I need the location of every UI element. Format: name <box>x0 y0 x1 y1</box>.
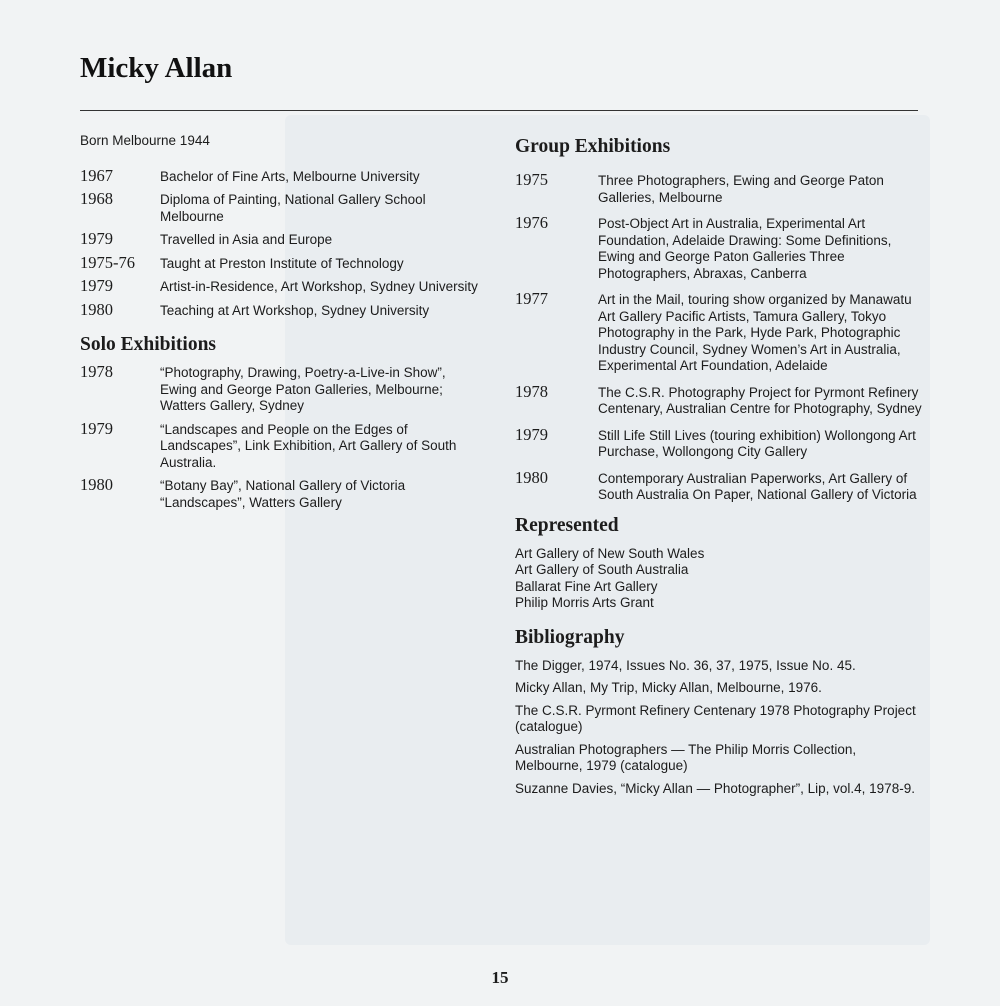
group-exhibition-row <box>515 171 925 206</box>
biography-row <box>80 254 480 273</box>
solo-exhibition-text: “Photography, Drawing, Poetry-a-Live-in Show”, Ewing and George Paton Galleries, Melbourne; Watters Gallery, Sydney <box>160 365 446 413</box>
title-divider <box>80 110 918 111</box>
group-exhibition-year: 1980 <box>515 467 548 487</box>
group-exhibition-year: 1978 <box>515 381 548 401</box>
solo-exhibition-row <box>80 363 480 415</box>
biography-year: 1980 <box>80 299 113 319</box>
bibliography-item: Micky Allan, My Trip, Micky Allan, Melbourne, 1976. <box>515 680 822 695</box>
bibliography-heading: Bibliography <box>515 626 625 648</box>
biography-text: Teaching at Art Workshop, Sydney University <box>160 302 430 318</box>
biography-list <box>80 167 480 320</box>
biography-year: 1979 <box>80 229 113 248</box>
page-title: Micky Allan <box>80 52 233 84</box>
solo-exhibition-text: “Botany Bay”, National Gallery of Victoria “Landscapes”, Watters Gallery <box>160 478 406 510</box>
represented-heading: Represented <box>515 514 619 536</box>
solo-exhibition-text: “Landscapes and People on the Edges of Landscapes”, Link Exhibition, Art Gallery of South Australia. <box>160 421 457 470</box>
solo-exhibition-row <box>80 420 480 472</box>
group-exhibition-year: 1977 <box>515 289 548 308</box>
represented-item: Art Gallery of New South Wales <box>515 545 705 561</box>
biography-row <box>80 190 480 225</box>
solo-exhibition-year: 1979 <box>80 418 113 438</box>
represented-item: Philip Morris Arts Grant <box>515 595 654 610</box>
group-exhibition-row <box>515 383 925 418</box>
biography-text: Artist-in-Residence, Art Workshop, Sydney University <box>160 279 478 294</box>
biography-text: Travelled in Asia and Europe <box>160 232 333 247</box>
biography-text: Taught at Preston Institute of Technology <box>160 255 404 271</box>
represented-list <box>515 546 925 612</box>
biography-year: 1967 <box>80 165 113 185</box>
biography-row <box>80 230 480 249</box>
biography-text: Bachelor of Fine Arts, Melbourne University <box>160 168 420 184</box>
biography-row <box>80 167 480 186</box>
bibliography-item: The Digger, 1974, Issues No. 36, 37, 1975, Issue No. 45. <box>515 657 856 673</box>
birth-info: Born Melbourne 1944 <box>80 133 210 148</box>
represented-item: Ballarat Fine Art Gallery <box>515 578 658 594</box>
solo-exhibitions-list <box>80 363 480 511</box>
group-exhibitions-heading: Group Exhibitions <box>515 136 671 157</box>
group-exhibition-row <box>515 214 925 282</box>
left-column <box>80 133 480 516</box>
biography-year: 1975-76 <box>80 252 135 272</box>
bibliography-item: Australian Photographers — The Philip Morris Collection, Melbourne, 1979 (catalogue) <box>515 741 857 773</box>
bibliography-item: Suzanne Davies, “Micky Allan — Photographer”, Lip, vol.4, 1978-9. <box>515 780 915 796</box>
biography-row <box>80 277 480 296</box>
group-exhibitions-list <box>515 171 925 504</box>
group-exhibition-year: 1979 <box>515 424 548 444</box>
group-exhibition-text: Post-Object Art in Australia, Experimental Art Foundation, Adelaide Drawing: Some Definitions, Ewing and George Paton Galleries Three Photographers, Abraxas, Canberra <box>598 216 892 281</box>
biography-text: Diploma of Painting, National Gallery School Melbourne <box>160 192 426 224</box>
group-exhibition-text: Still Life Still Lives (touring exhibition) Wollongong Art Purchase, Wollongong City Gallery <box>598 427 916 459</box>
group-exhibition-year: 1976 <box>515 213 548 232</box>
page-number: 15 <box>491 968 509 987</box>
solo-exhibition-year: 1980 <box>80 475 113 494</box>
solo-exhibitions-heading: Solo Exhibitions <box>80 334 217 355</box>
bibliography-item: The C.S.R. Pyrmont Refinery Centenary 1978 Photography Project (catalogue) <box>515 702 916 734</box>
right-column <box>515 135 925 803</box>
group-exhibition-row <box>515 290 925 375</box>
solo-exhibition-year: 1978 <box>80 362 113 381</box>
group-exhibition-text: The C.S.R. Photography Project for Pyrmont Refinery Centenary, Australian Centre for Photography, Sydney <box>598 384 922 416</box>
group-exhibition-row <box>515 469 925 504</box>
group-exhibition-row <box>515 426 925 461</box>
group-exhibition-text: Art in the Mail, touring show organized by Manawatu Art Gallery Pacific Artists, Tamura Gallery, Tokyo Photography in the Park, Hyde Park, Photographic Industry Council, Sydney Women’s Art in Australia, Experimental Art Foundation, Adelaide <box>598 292 912 373</box>
group-exhibition-text: Three Photographers, Ewing and George Paton Galleries, Melbourne <box>598 173 884 205</box>
group-exhibition-year: 1975 <box>515 170 548 189</box>
solo-exhibition-row <box>80 476 480 511</box>
biography-row <box>80 301 480 320</box>
biography-year: 1979 <box>80 276 113 295</box>
group-exhibition-text: Contemporary Australian Paperworks, Art Gallery of South Australia On Paper, National Gallery of Victoria <box>598 470 917 502</box>
represented-item: Art Gallery of South Australia <box>515 562 689 577</box>
biography-year: 1968 <box>80 189 113 208</box>
bibliography-list <box>515 658 925 798</box>
